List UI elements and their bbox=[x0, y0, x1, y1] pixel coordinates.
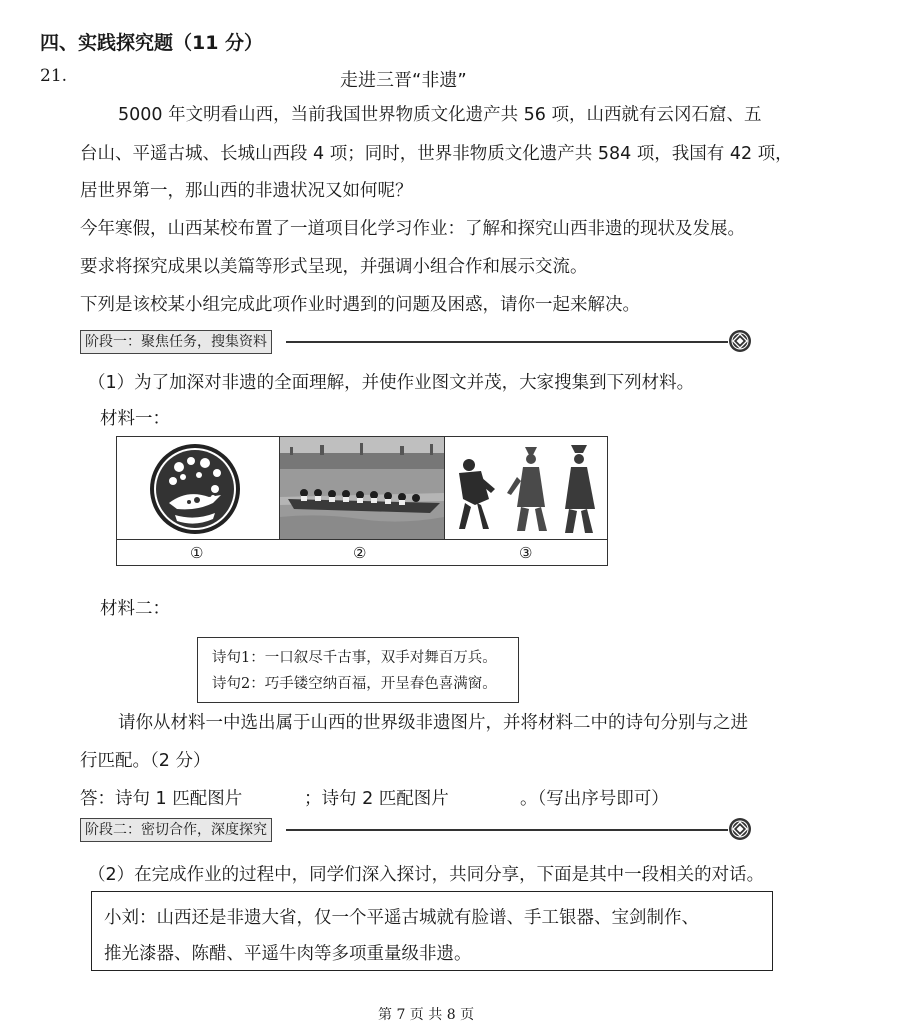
intro-line: 要求将探究成果以美篇等形式呈现，并强调小组合作和展示交流。 bbox=[80, 257, 588, 277]
intro-line: 台山、平遥古城、长城山西段 4 项；同时，世界非物质文化遗产共 584 项，我国有 42 项， bbox=[80, 144, 793, 164]
q1-instruction: 请你从材料一中选出属于山西的世界级非遗图片，并将材料二中的诗句分别与之进 bbox=[118, 713, 748, 733]
shadow-puppet-image bbox=[445, 437, 607, 539]
intro-line: 今年寒假，山西某校布置了一道项目化学习作业：了解和探究山西非遗的现状及发展。 bbox=[80, 219, 745, 239]
poem-line: 诗句1：一口叙尽千古事，双手对舞百万兵。 bbox=[212, 650, 497, 666]
intro-line: 居世界第一，那山西的非遗状况又如何呢？ bbox=[80, 181, 413, 201]
question-number: 21. bbox=[40, 66, 68, 86]
poem-box bbox=[197, 637, 519, 703]
answer-suffix: 。（写出序号即可） bbox=[520, 789, 669, 809]
q2-text: （2）在完成作业的过程中，同学们深入探讨，共同分享，下面是其中一段相关的对话。 bbox=[88, 865, 765, 885]
section-heading: 四、实践探究题（11 分） bbox=[40, 32, 264, 54]
diamond-emblem-icon bbox=[728, 817, 752, 841]
image-caption: ② bbox=[353, 544, 367, 562]
dialog-line: 推光漆器、陈醋、平遥牛肉等多项重量级非遗。 bbox=[104, 944, 472, 964]
image-caption: ① bbox=[190, 544, 204, 562]
intro-line: 下列是该校某小组完成此项作业时遇到的问题及困惑，请你一起来解决。 bbox=[80, 295, 640, 315]
q1-instruction: 行匹配。（2 分） bbox=[80, 751, 211, 771]
stage1-banner bbox=[80, 330, 752, 354]
intro-line: 5000 年文明看山西，当前我国世界物质文化遗产共 56 项，山西就有云冈石窟、五 bbox=[118, 105, 762, 125]
image-caption-row bbox=[117, 539, 607, 566]
answer-prefix: 答：诗句 1 匹配图片 bbox=[80, 789, 243, 809]
stage2-label: 阶段二：密切合作，深度探究 bbox=[80, 818, 272, 842]
diamond-emblem-icon bbox=[728, 329, 752, 353]
stage1-label: 阶段一：聚焦任务，搜集资料 bbox=[80, 330, 272, 354]
material2-label: 材料二： bbox=[100, 599, 170, 619]
image-caption: ③ bbox=[519, 544, 533, 562]
poem-line: 诗句2：巧手镂空纳百福，开呈春色喜满窗。 bbox=[212, 676, 497, 692]
dialog-line: 小刘：山西还是非遗大省，仅一个平遥古城就有脸谱、手工银器、宝剑制作、 bbox=[104, 908, 699, 928]
paper-cut-image bbox=[117, 437, 280, 539]
stage-divider bbox=[286, 341, 728, 343]
material1-label: 材料一： bbox=[100, 409, 170, 429]
question-title: 走进三晋“非遗” bbox=[340, 70, 467, 91]
q1-text: （1）为了加深对非遗的全面理解，并使作业图文并茂，大家搜集到下列材料。 bbox=[88, 373, 695, 393]
stage-divider bbox=[286, 829, 728, 831]
answer-middle: ；诗句 2 匹配图片 bbox=[304, 789, 449, 809]
stage2-banner bbox=[80, 818, 752, 842]
material1-images bbox=[116, 436, 608, 566]
dialog-box bbox=[91, 891, 773, 971]
page-footer: 第 7 页 共 8 页 bbox=[378, 1007, 475, 1023]
dragon-boat-image bbox=[280, 437, 445, 539]
